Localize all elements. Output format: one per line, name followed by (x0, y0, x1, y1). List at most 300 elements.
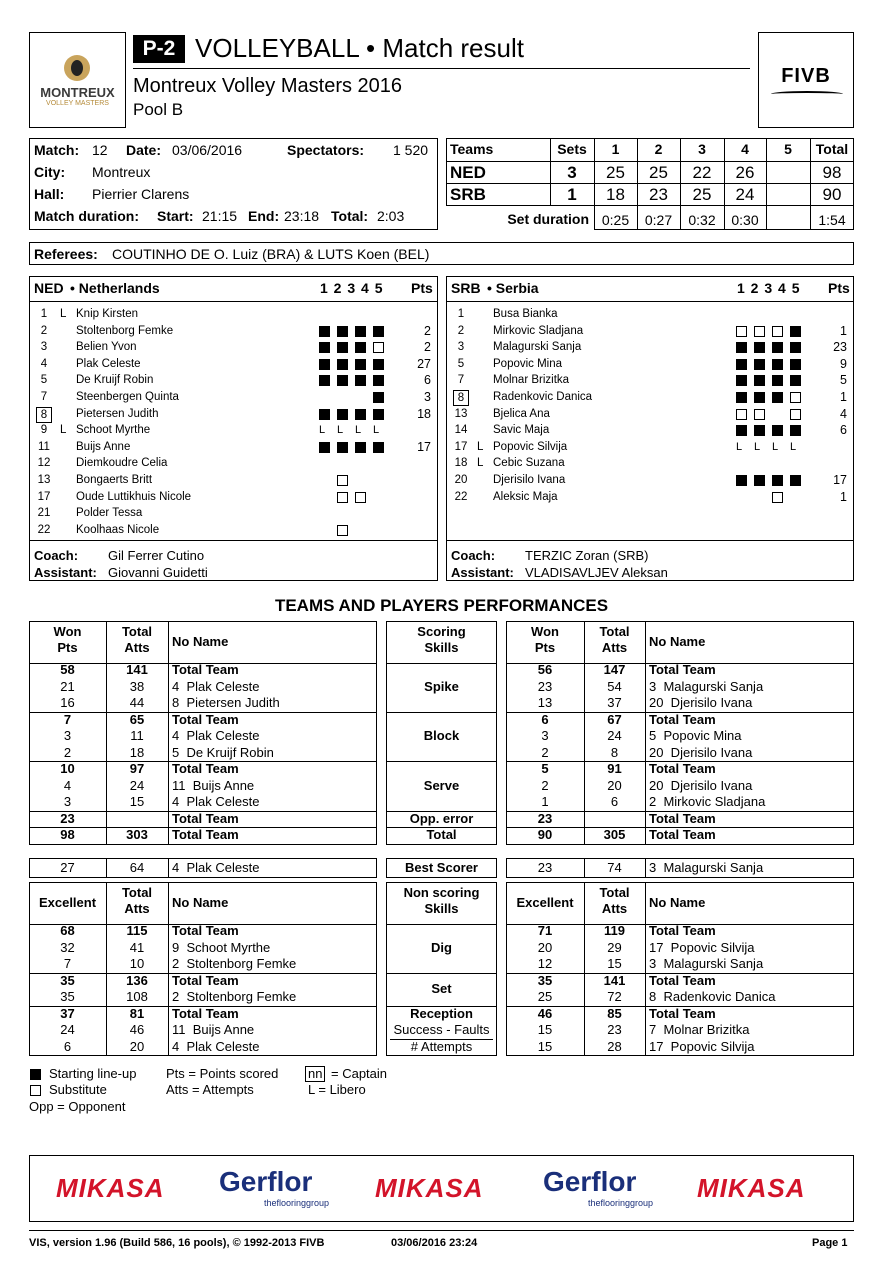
left-name-cell: 4 Plak Celeste (172, 1038, 260, 1054)
right-best-atts: 74 (607, 859, 622, 875)
player-number: 8 (453, 390, 469, 406)
left-won-cell: 6 (63, 1038, 72, 1054)
left-name-cell: 9 Schoot Myrthe (172, 939, 271, 955)
player-number: 8 (36, 407, 52, 423)
roster-list-srb (447, 306, 853, 540)
left-atts-cell: 136 (126, 972, 148, 988)
starting-lineup-icon (319, 342, 330, 353)
substitute-icon (754, 326, 765, 337)
player-number: 14 (454, 424, 468, 437)
left-name-cell: 11 Buijs Anne (172, 1022, 255, 1037)
right-won-cell: 3 (541, 728, 549, 743)
score-header-set1: 1 (611, 141, 620, 157)
left-atts-cell: 97 (129, 761, 145, 776)
sponsor-gerflor-2: Gerflor (543, 1166, 637, 1197)
starting-lineup-icon (772, 425, 783, 436)
player-name: Bjelica Ana (493, 407, 550, 420)
player-number: 1 (457, 308, 465, 320)
libero-set-marker: L (373, 424, 380, 437)
score-s4-ned: 26 (735, 163, 755, 182)
libero-set-marker: L (754, 440, 761, 453)
player-name: Knip Kirsten (76, 308, 139, 320)
libero-set-marker: L (736, 440, 743, 453)
right-header-1-line1: Total (599, 624, 630, 639)
player-number: 2 (40, 324, 48, 337)
player-row (30, 339, 437, 356)
coach-label-ned: Coach: (34, 548, 79, 563)
sponsor-mikasa-1: MIKASA (56, 1173, 165, 1203)
starting-lineup-icon (772, 392, 783, 403)
starting-lineup-icon (754, 392, 765, 403)
starting-lineup-icon (373, 392, 384, 403)
left-header-1 (106, 624, 168, 656)
starting-lineup-icon (790, 475, 801, 486)
left-atts-cell: 11 (130, 728, 144, 743)
total-label: Total: (331, 208, 369, 224)
player-number: 22 (454, 490, 468, 503)
libero-set-marker: L (319, 424, 326, 437)
right-won-cell: 46 (537, 1005, 553, 1021)
left-name-cell: Total Team (172, 972, 239, 988)
left-header-0-line2: Pts (57, 640, 78, 655)
starting-lineup-icon (373, 375, 384, 386)
score-header-total: Total (815, 141, 849, 157)
left-header-2: No Name (172, 633, 229, 649)
starting-lineup-icon (736, 375, 747, 386)
sponsor-mikasa-2: MIKASA (375, 1173, 484, 1203)
left-atts-cell: 18 (129, 744, 145, 760)
right-header-1 (584, 624, 645, 656)
player-row (30, 505, 437, 522)
libero-set-marker: L (772, 440, 779, 453)
player-row (30, 323, 437, 340)
player-number: 3 (40, 341, 48, 354)
assistant-label-ned: Assistant: (34, 565, 97, 580)
player-name: Polder Tessa (76, 507, 143, 520)
libero-marker: L (60, 424, 67, 437)
right-name-cell: 7 Molnar Brizitka (649, 1022, 750, 1037)
player-name: Koolhaas Nicole (76, 523, 160, 536)
right-name-cell: 5 Popovic Mina (649, 728, 742, 743)
roster-list-ned (30, 306, 437, 540)
starting-lineup-icon (754, 475, 765, 486)
right-name-cell: Total Team (649, 711, 716, 727)
right-header-1 (584, 885, 645, 917)
team-pts-header-ned: Pts (411, 280, 433, 296)
player-row (30, 372, 437, 389)
right-won-cell: 90 (537, 827, 553, 842)
sponsor-gerflor-1: Gerflor (219, 1166, 313, 1197)
right-name-cell: Total Team (649, 923, 716, 938)
score-s3-ned: 22 (692, 163, 712, 182)
right-atts-cell: 20 (607, 777, 622, 793)
legend-pts: Pts = Points scored (166, 1066, 279, 1081)
player-points: 3 (424, 390, 431, 404)
starting-lineup-icon (337, 375, 348, 386)
left-name-cell: 2 Stoltenborg Femke (172, 956, 297, 971)
player-number: 17 (454, 440, 468, 453)
starting-lineup-icon (736, 425, 747, 436)
left-name-cell: 8 Pietersen Judith (172, 695, 280, 710)
start-label: Start: (157, 208, 194, 224)
right-name-cell: 20 Djerisilo Ivana (649, 695, 753, 710)
player-row (30, 489, 437, 506)
left-best-won: 27 (60, 859, 75, 875)
left-header-0 (29, 624, 106, 656)
left-won-cell: 16 (60, 695, 75, 710)
player-row (447, 323, 853, 340)
duration-label: Match duration: (34, 208, 139, 224)
starting-lineup-icon (337, 442, 348, 453)
group-divider (386, 761, 497, 762)
player-points: 17 (417, 439, 431, 454)
player-row (30, 389, 437, 406)
right-atts-cell: 28 (607, 1038, 622, 1054)
left-atts-cell: 10 (129, 956, 145, 971)
starting-lineup-icon (373, 409, 384, 420)
right-won-cell: 20 (537, 939, 553, 955)
starting-lineup-icon (754, 342, 765, 353)
player-row (30, 306, 437, 323)
skills-header (386, 885, 497, 917)
player-name: Plak Celeste (76, 357, 141, 370)
right-name-cell: 17 Popovic Silvija (649, 1038, 755, 1054)
right-won-cell: 15 (537, 1038, 553, 1054)
right-atts-cell: 24 (607, 728, 622, 743)
player-row (30, 472, 437, 489)
left-atts-cell: 115 (126, 923, 148, 938)
left-atts-cell: 41 (129, 939, 145, 955)
player-points: 4 (840, 406, 847, 421)
player-points: 1 (840, 390, 847, 404)
starting-lineup-icon (337, 326, 348, 337)
player-name: Mirkovic Sladjana (493, 324, 584, 337)
score-s2-srb: 23 (649, 185, 668, 204)
left-atts-cell: 141 (126, 662, 148, 677)
left-atts-cell: 108 (126, 989, 148, 1004)
left-won-cell: 2 (63, 744, 72, 760)
starting-lineup-icon (355, 342, 366, 353)
right-won-cell: 12 (537, 956, 553, 971)
left-name-cell: 4 Plak Celeste (172, 678, 260, 694)
header-divider (387, 924, 496, 925)
player-points: 18 (417, 406, 431, 421)
team-pts-header-srb: Pts (828, 280, 850, 296)
team-code-ned: NED (34, 280, 64, 296)
left-header-1-line2: Atts (124, 640, 150, 655)
left-won-cell: 21 (60, 678, 75, 694)
right-won-cell: 1 (541, 794, 549, 809)
player-points: 2 (424, 323, 431, 338)
player-name: Aleksic Maja (493, 490, 558, 503)
fivb-logo: FIVB (781, 65, 831, 87)
referees-label: Referees: (34, 246, 98, 262)
start-value: 21:15 (202, 208, 238, 224)
player-name: Buijs Anne (76, 440, 131, 453)
substitute-icon (337, 492, 348, 503)
player-points: 1 (840, 323, 847, 338)
player-points: 5 (840, 373, 847, 388)
starting-lineup-icon (319, 359, 330, 370)
right-atts-cell: 8 (610, 744, 619, 760)
substitute-icon (736, 409, 747, 420)
player-row (30, 422, 437, 439)
player-row (447, 439, 853, 456)
player-name: Bongaerts Britt (76, 474, 153, 486)
left-name-cell: 5 De Kruijf Robin (172, 744, 274, 760)
set-duration-4: 0:30 (731, 212, 759, 228)
player-name: Savic Maja (493, 424, 550, 437)
player-name: Malagurski Sanja (493, 341, 582, 354)
right-atts-cell: 91 (607, 761, 622, 776)
player-row (447, 339, 853, 356)
column-divider (168, 859, 169, 878)
left-header-0-line1: Won (53, 624, 82, 639)
right-atts-cell: 147 (603, 662, 626, 677)
left-name-cell: Total Team (172, 662, 239, 677)
team-box-srb (446, 276, 854, 581)
left-name-cell: Total Team (172, 923, 239, 938)
player-name: De Kruijf Robin (76, 374, 154, 387)
right-won-cell: 23 (537, 678, 553, 694)
column-divider (645, 859, 646, 878)
end-value: 23:18 (284, 208, 320, 224)
player-name: Diemkoudre Celia (76, 457, 168, 470)
team-name-ned: • Netherlands (70, 280, 160, 296)
skills-header (386, 624, 497, 656)
date-value: 03/06/2016 (172, 142, 243, 158)
right-name-cell: Total Team (649, 810, 716, 826)
right-won-cell: 23 (537, 810, 553, 826)
assistant-label-srb: Assistant: (451, 565, 514, 580)
left-name-cell: Total Team (172, 711, 239, 727)
player-name: Cebic Suzana (493, 457, 565, 470)
starting-lineup-icon (736, 392, 747, 403)
starting-lineup-icon (355, 359, 366, 370)
right-atts-cell: 54 (607, 678, 622, 694)
sponsor-gerflor-1-sub: theflooringgroup (264, 1198, 330, 1208)
substitute-icon (790, 392, 801, 403)
match-value: 12 (92, 142, 108, 158)
hall-value: Pierrier Clarens (92, 186, 190, 202)
footer-datetime: 03/06/2016 23:24 (391, 1237, 478, 1249)
skill-label: Dig (431, 939, 452, 955)
player-number: 18 (454, 457, 468, 470)
left-won-cell: 3 (63, 794, 72, 809)
left-won-cell: 3 (63, 728, 72, 743)
player-row (30, 406, 437, 423)
legend-sub: Substitute (49, 1082, 107, 1097)
right-atts-cell: 6 (610, 794, 619, 809)
date-label: Date: (126, 142, 162, 158)
player-row (447, 472, 853, 489)
substitute-icon (373, 342, 384, 353)
skills-header-line1: Scoring (417, 624, 466, 639)
left-won-cell: 35 (60, 972, 75, 988)
left-atts-cell: 46 (129, 1022, 145, 1037)
player-points: 27 (417, 356, 431, 371)
player-name: Popovic Silvija (493, 440, 568, 453)
libero-set-marker: L (790, 440, 797, 453)
starting-lineup-icon (337, 342, 348, 353)
left-name-cell: 4 Plak Celeste (172, 794, 260, 809)
player-row (447, 455, 853, 472)
left-won-cell: 35 (60, 989, 75, 1004)
right-atts-cell: 67 (607, 711, 622, 727)
score-header-sets: Sets (557, 141, 587, 157)
starting-lineup-icon (355, 375, 366, 386)
spectators-label: Spectators: (287, 142, 365, 158)
right-name-cell: 20 Djerisilo Ivana (649, 777, 753, 793)
group-divider (386, 973, 497, 974)
footer-version: VIS, version 1.96 (Build 586, 16 pools), © 1992-2013 FIVB (29, 1237, 325, 1249)
score-table (446, 138, 854, 230)
set-duration-3: 0:32 (688, 212, 716, 228)
right-won-cell: 35 (537, 972, 553, 988)
score-s4-srb: 24 (735, 185, 755, 204)
substitute-icon (337, 525, 348, 536)
left-won-cell: 58 (60, 662, 75, 677)
legend-captain-box: nn (305, 1066, 325, 1082)
page-badge: P-2 (133, 35, 185, 63)
left-header-0: Excellent (38, 894, 97, 910)
starting-lineup-icon (772, 475, 783, 486)
score-sets-srb: 1 (567, 185, 577, 204)
coach-name-ned: Gil Ferrer Cutino (108, 548, 205, 563)
score-s2-ned: 25 (649, 163, 668, 182)
hall-label: Hall: (34, 186, 65, 202)
right-name-cell: 3 Malagurski Sanja (649, 956, 764, 971)
starting-lineup-icon (754, 359, 765, 370)
player-row (447, 489, 853, 506)
score-s3-srb: 25 (692, 185, 712, 204)
left-best-name: 4 Plak Celeste (172, 859, 260, 875)
right-atts-cell: 119 (604, 923, 625, 938)
right-header-0-line2: Pts (534, 640, 556, 655)
skill-label: Spike (424, 678, 459, 694)
player-points: 6 (424, 373, 431, 388)
substitute-icon (772, 492, 783, 503)
substitute-icon (30, 1085, 41, 1096)
starting-lineup-icon (355, 326, 366, 337)
player-points: 6 (840, 423, 847, 438)
skills-header-line2: Skills (424, 640, 459, 655)
skill-label: Reception (410, 1005, 473, 1021)
right-atts-cell: 15 (607, 956, 622, 971)
right-best-name: 3 Malagurski Sanja (649, 859, 764, 875)
right-name-cell: 2 Mirkovic Sladjana (649, 794, 766, 809)
city-label: City: (34, 164, 66, 180)
right-won-cell: 15 (537, 1022, 553, 1037)
starting-lineup-icon (772, 342, 783, 353)
right-atts-cell: 85 (607, 1005, 622, 1021)
team-code-srb: SRB (451, 280, 481, 296)
legend (29, 1066, 529, 1116)
team-set-header-ned: 1 2 3 4 5 (320, 280, 383, 296)
left-name-cell: Total Team (172, 810, 239, 826)
player-name: Pietersen Judith (76, 407, 159, 420)
starting-lineup-icon (790, 375, 801, 386)
left-won-cell: 4 (63, 777, 72, 793)
player-name: Djerisilo Ivana (493, 474, 566, 486)
score-total-ned: 98 (822, 163, 842, 182)
right-won-cell: 13 (537, 695, 553, 710)
libero-set-marker: L (355, 424, 362, 437)
player-number: 12 (37, 457, 51, 470)
right-atts-cell: 141 (603, 972, 626, 988)
match-info-box (29, 138, 438, 230)
player-name: Schoot Myrthe (76, 424, 151, 437)
player-number: 5 (40, 374, 48, 387)
right-header-0: Excellent (516, 894, 574, 910)
right-name-cell: Total Team (649, 761, 716, 776)
skill-sub1: Success - Faults (390, 1022, 493, 1040)
player-number: 17 (37, 490, 51, 503)
coach-label-srb: Coach: (451, 548, 496, 563)
player-number: 3 (457, 341, 465, 354)
left-atts-cell: 65 (129, 711, 145, 727)
group-divider (386, 712, 497, 713)
assistant-name-ned: Giovanni Guidetti (108, 565, 208, 580)
right-name-cell: 8 Radenkovic Danica (649, 989, 776, 1004)
right-atts-cell: 37 (607, 695, 622, 710)
right-name-cell: 17 Popovic Silvija (649, 939, 755, 955)
player-row (447, 372, 853, 389)
right-header-1-line2: Atts (601, 901, 628, 916)
column-divider (645, 883, 646, 1056)
skill-label: Set (431, 980, 452, 996)
left-best-atts: 64 (129, 859, 145, 875)
left-name-cell: Total Team (172, 761, 239, 776)
score-header-set5: 5 (784, 141, 792, 157)
total-value: 2:03 (377, 208, 405, 224)
player-row (447, 389, 853, 406)
player-points: 17 (833, 473, 847, 487)
player-name: Molnar Brizitka (493, 374, 570, 387)
score-s1-ned: 25 (606, 163, 625, 182)
score-s1-srb: 18 (606, 185, 625, 204)
right-atts-cell: 29 (607, 939, 622, 955)
legend-start: Starting line-up (49, 1066, 137, 1081)
column-divider (168, 883, 169, 1056)
libero-marker: L (477, 457, 484, 470)
player-row (30, 522, 437, 539)
skills-header-line1: Non scoring (403, 885, 480, 900)
performances-title: TEAMS AND PLAYERS PERFORMANCES (274, 596, 609, 615)
assistant-name-srb: VLADISAVLJEV Aleksan (525, 565, 668, 580)
left-won-cell: 7 (63, 956, 72, 971)
left-name-cell: Total Team (172, 1005, 239, 1021)
starting-lineup-icon (355, 442, 366, 453)
left-atts-cell: 15 (129, 794, 145, 809)
legend-opp: Opp = Opponent (29, 1099, 126, 1114)
starting-lineup-icon (319, 375, 330, 386)
player-name: Radenkovic Danica (493, 391, 593, 403)
best-scorer-label: Best Scorer (405, 859, 478, 875)
logo-right-box (758, 32, 854, 128)
match-label: Match: (34, 142, 80, 158)
player-number: 4 (40, 357, 48, 370)
left-won-cell: 23 (60, 810, 75, 826)
player-number: 13 (454, 407, 468, 420)
starting-lineup-icon (754, 375, 765, 386)
title-underline (133, 68, 750, 69)
starting-lineup-icon (373, 326, 384, 337)
starting-lineup-icon (355, 409, 366, 420)
left-name-cell: 11 Buijs Anne (172, 777, 255, 793)
left-header-1-line2: Atts (124, 901, 150, 916)
footer-rule (29, 1230, 854, 1231)
